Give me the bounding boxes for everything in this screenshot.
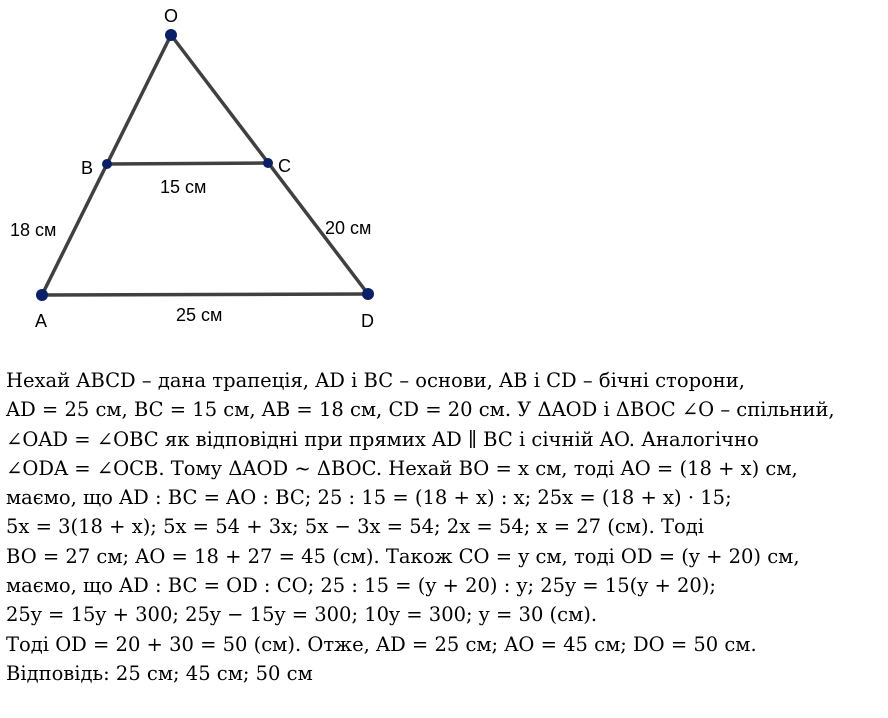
solution-line-3: ∠OAD = ∠OBC як відповідні при прямих AD ∥ BC і січній AO. Аналогічно <box>6 427 759 451</box>
length-AB: 18 см <box>10 220 57 240</box>
solution-line-9: 25y = 15y + 300; 25y − 15y = 300; 10y = 300; y = 30 (см). <box>6 603 598 627</box>
label-D: D <box>361 311 374 331</box>
point-C <box>263 158 273 168</box>
point-D <box>362 288 374 300</box>
solution-line-8: маємо, що AD : BC = OD : CO; 25 : 15 = (y + 20) : y; 25y = 15(y + 20); <box>6 574 716 598</box>
label-A: A <box>35 311 48 331</box>
point-B <box>102 159 112 169</box>
segment-AD <box>42 294 368 295</box>
solution-line-4: ∠ODA = ∠OCB. Тому ΔAOD ~ ΔBOC. Нехай BO = x см, тоді AO = (18 + x) см, <box>6 456 798 480</box>
length-CD: 20 см <box>325 218 372 238</box>
label-B: B <box>81 158 94 178</box>
solution-line-5: маємо, що AD : BC = AO : BC; 25 : 15 = (18 + x) : x; 25x = (18 + x) · 15; <box>6 486 732 510</box>
label-O: O <box>164 6 179 26</box>
solution-line-7: BO = 27 см; AO = 18 + 27 = 45 (см). Також CO = y см, тоді OD = (y + 20) см, <box>6 544 800 568</box>
solution-line-6: 5x = 3(18 + x); 5x = 54 + 3x; 5x − 3x = 54; 2x = 54; x = 27 (см). Тоді <box>6 515 704 539</box>
point-A <box>36 289 48 301</box>
solution-line-1: Нехай ABCD – дана трапеція, AD і BC – основи, AB і CD – бічні сторони, <box>6 369 745 392</box>
length-BC: 15 см <box>160 177 207 197</box>
label-C: C <box>278 156 291 176</box>
length-AD: 25 см <box>176 305 223 325</box>
point-O <box>165 29 177 41</box>
solution-line-10: Тоді OD = 20 + 30 = 50 (см). Отже, AD = 25 см; AO = 45 см; DO = 50 см. <box>6 632 757 656</box>
segment-BC <box>107 163 268 164</box>
solution-text <box>6 366 886 688</box>
answer-line: Відповідь: 25 см; 45 см; 50 см <box>6 661 313 685</box>
solution-line-2: AD = 25 см, BC = 15 см, AB = 18 см, CD = 20 см. У ΔAOD і ΔBOC ∠O – спільний, <box>6 398 835 422</box>
